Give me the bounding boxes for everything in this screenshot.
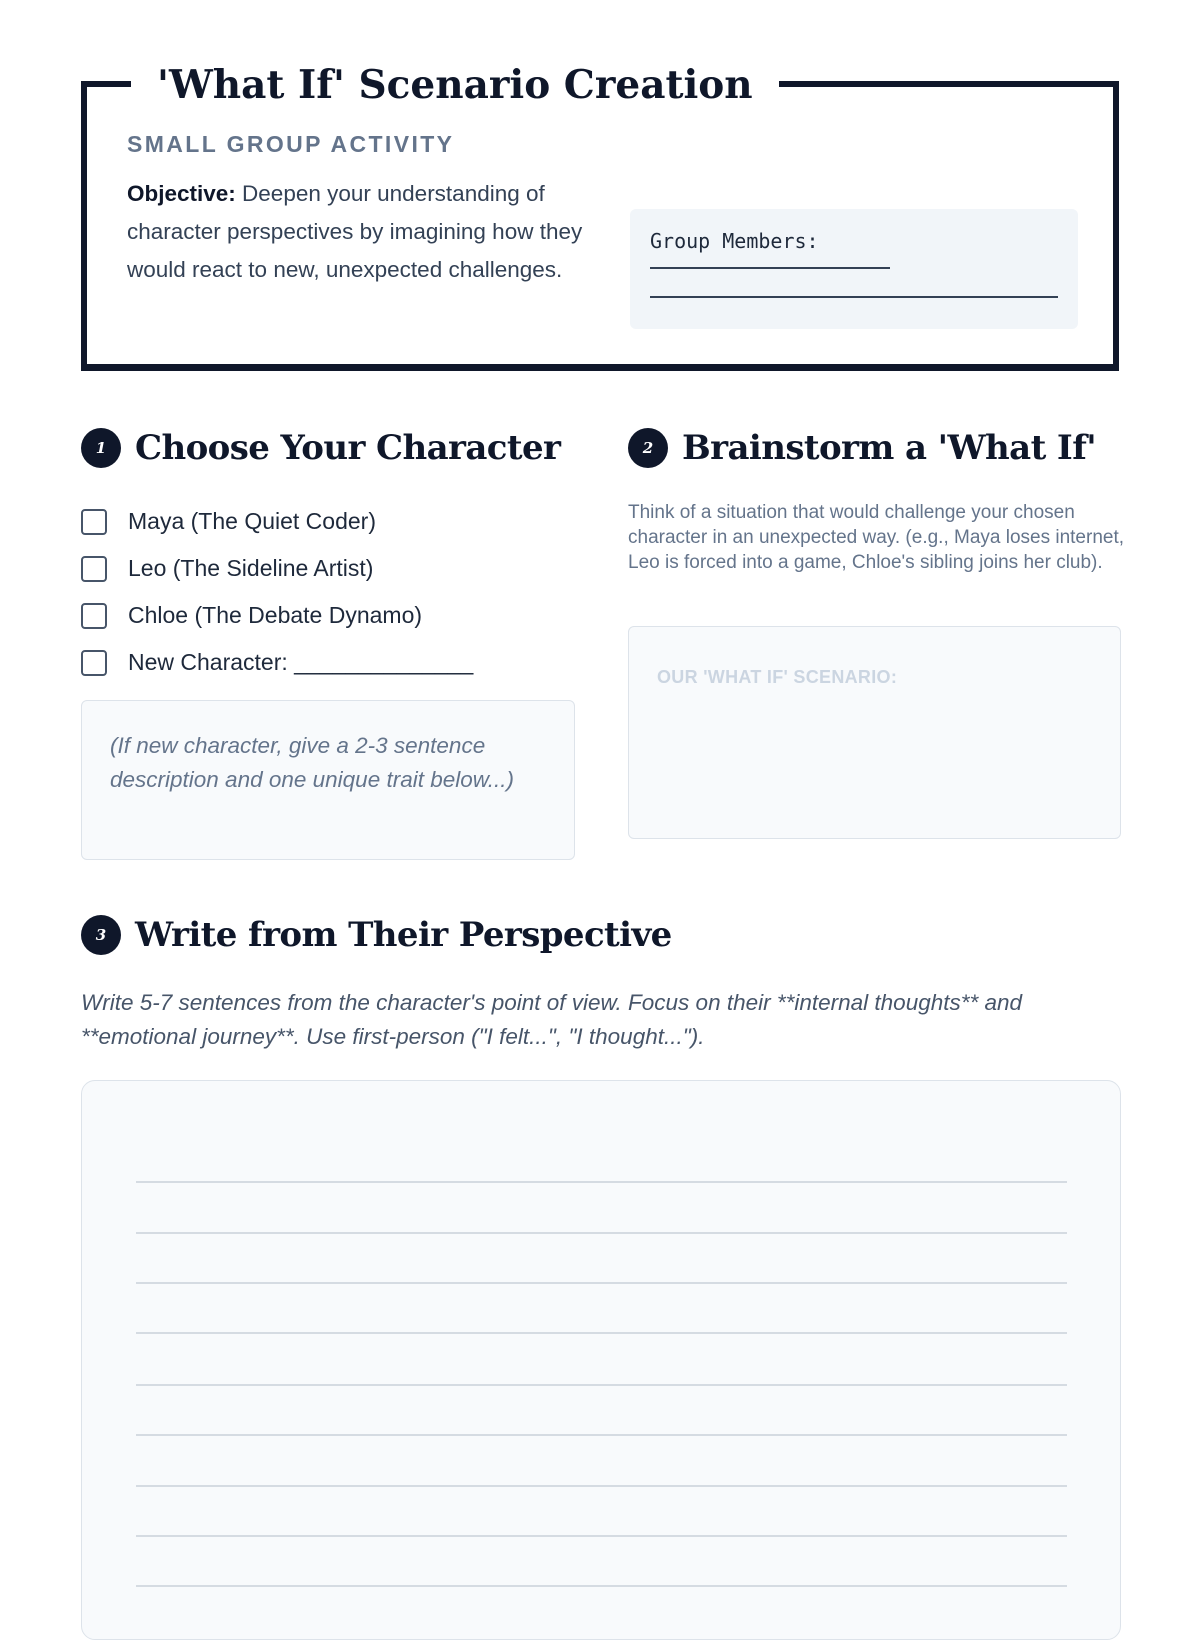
section-2-header <box>628 428 1096 468</box>
scenario-input-box[interactable] <box>628 626 1121 839</box>
writing-line <box>136 1434 1067 1436</box>
activity-subtitle: SMALL GROUP ACTIVITY <box>127 131 455 157</box>
writing-line <box>136 1384 1067 1386</box>
checkbox-leo[interactable] <box>81 556 107 582</box>
character-option-label: Chloe (The Debate Dynamo) <box>128 602 423 628</box>
writing-line <box>136 1485 1067 1487</box>
group-members-label: Group Members: <box>650 229 819 253</box>
group-members-box[interactable] <box>630 209 1078 329</box>
writing-line <box>136 1535 1067 1537</box>
new-character-hint: (If new character, give a 2-3 sentence description and one unique trait below...) <box>110 733 515 792</box>
new-character-description-box[interactable] <box>81 700 575 860</box>
character-option-label: Maya (The Quiet Coder) <box>128 508 376 534</box>
writing-line <box>136 1332 1067 1334</box>
writing-line <box>136 1585 1067 1587</box>
checkbox-chloe[interactable] <box>81 603 107 629</box>
step-number-3: 3 <box>81 915 121 955</box>
checkbox-maya[interactable] <box>81 509 107 535</box>
writing-instructions: Write 5-7 sentences from the character's point of view. Focus on their **internal thoughts** and **emotional journey**. Use first-person ("I felt...", "I thought..."). <box>81 990 1023 1049</box>
section-1-header <box>81 428 560 468</box>
character-option-maya[interactable] <box>81 498 561 545</box>
page-title: 'What If' Scenario Creation <box>131 57 779 113</box>
writing-line <box>136 1282 1067 1284</box>
group-members-line-1[interactable] <box>650 267 890 269</box>
section-1-title: Choose Your Character <box>135 428 561 468</box>
step-number-1: 1 <box>81 428 121 468</box>
scenario-box-label: OUR 'WHAT IF' SCENARIO: <box>657 667 898 687</box>
section-3-header <box>81 915 672 955</box>
section-2-title: Brainstorm a 'What If' <box>682 428 1097 468</box>
writing-line <box>136 1232 1067 1234</box>
character-option-label: Leo (The Sideline Artist) <box>128 555 374 581</box>
header-card <box>81 62 1119 371</box>
writing-line <box>136 1181 1067 1183</box>
character-option-label: New Character: ______________ <box>128 649 474 675</box>
objective-body: Deepen your understanding of character perspectives by imagining how they would react to new, unexpected challenges. <box>127 181 583 282</box>
character-option-new[interactable] <box>81 639 561 686</box>
objective-label: Objective: <box>127 181 236 206</box>
objective-text <box>127 175 607 289</box>
character-options <box>81 498 561 686</box>
perspective-writing-area[interactable] <box>81 1080 1121 1640</box>
step-number-2: 2 <box>628 428 668 468</box>
brainstorm-prompt: Think of a situation that would challenge your chosen character in an unexpected way. (e.g., Maya loses internet, Leo is forced into a game, Chloe's sibling joins her club). <box>628 502 1125 573</box>
section-3-title: Write from Their Perspective <box>135 915 672 955</box>
group-members-line-2[interactable] <box>650 296 1058 298</box>
character-option-chloe[interactable] <box>81 592 561 639</box>
checkbox-new-character[interactable] <box>81 650 107 676</box>
character-option-leo[interactable] <box>81 545 561 592</box>
